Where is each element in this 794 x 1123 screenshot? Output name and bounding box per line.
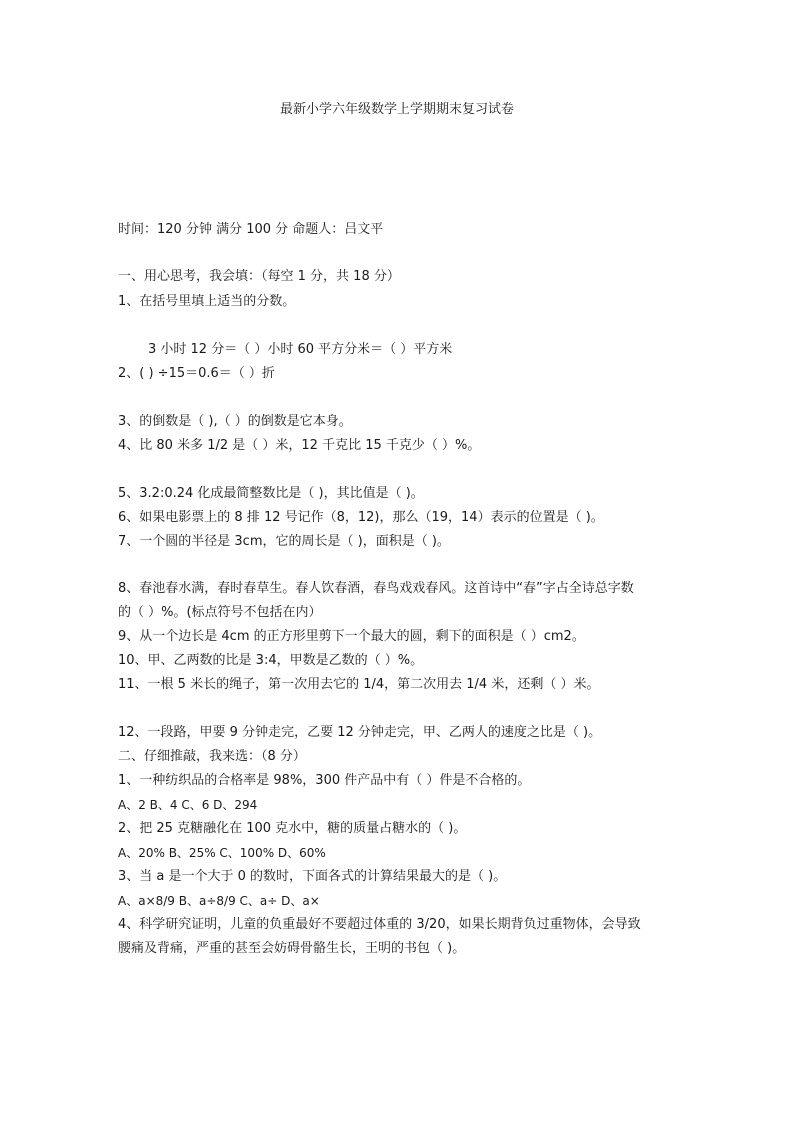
question-1-6: 6、如果电影票上的 8 排 12 号记作（8，12)，那么（19，14）表示的位置是（ )。 bbox=[118, 510, 604, 525]
question-1-1-sub: 3 小时 12 分＝（ ）小时 60 平方分米＝（ ）平方米 bbox=[148, 342, 453, 357]
question-2-4-line-1: 4、科学研究证明，儿童的负重最好不要超过体重的 3/20，如果长期背负过重物体，会导致 bbox=[118, 917, 641, 932]
question-1-3: 3、的倒数是（ ),（ ）的倒数是它本身。 bbox=[118, 414, 352, 429]
question-1-8-line-2: 的（ ）%。(标点符号不包括在内） bbox=[118, 605, 322, 620]
question-2-1-options: A、2 B、4 C、6 D、294 bbox=[118, 798, 258, 812]
question-1-9: 9、从一个边长是 4cm 的正方形里剪下一个最大的圆，剩下的面积是（ ）cm2。 bbox=[118, 629, 585, 644]
question-1-10: 10、甲、乙两数的比是 3:4，甲数是乙数的（ ）%。 bbox=[118, 653, 424, 668]
question-1-4: 4、比 80 米多 1/2 是（ ）米，12 千克比 15 千克少（ ）%。 bbox=[118, 438, 481, 453]
question-1-11: 11、一根 5 米长的绳子，第一次用去它的 1/4，第二次用去 1/4 米，还剩（ ）米。 bbox=[118, 677, 600, 692]
question-1-12: 12、一段路，甲要 9 分钟走完，乙要 12 分钟走完，甲、乙两人的速度之比是（ )。 bbox=[118, 725, 602, 740]
section-2-heading: 二、仔细推敲，我来选：（8 分） bbox=[118, 749, 306, 764]
question-1-7: 7、一个圆的半径是 3cm，它的周长是（ )，面积是（ )。 bbox=[118, 534, 450, 549]
question-2-2: 2、把 25 克糖融化在 100 克水中，糖的质量占糖水的（ )。 bbox=[118, 821, 467, 836]
question-2-4-line-2: 腰痛及背痛，严重的甚至会妨碍骨骼生长，王明的书包（ )。 bbox=[118, 941, 466, 956]
question-1-8-line-1: 8、春池春水满，春时春草生。春人饮春酒，春鸟戏戏春风。这首诗中“春”字占全诗总字数 bbox=[118, 581, 634, 596]
section-1-heading: 一、用心思考，我会填：（每空 1 分，共 18 分） bbox=[118, 269, 400, 284]
question-1-2: 2、( ) ÷15＝0.6＝（ ）折 bbox=[118, 366, 275, 381]
question-2-2-options: A、20% B、25% C、100% D、60% bbox=[118, 846, 326, 860]
question-1-5: 5、3.2:0.24 化成最简整数比是（ )，其比值是（ )。 bbox=[118, 486, 424, 501]
question-2-1: 1、一种纺织品的合格率是 98%，300 件产品中有（ ）件是不合格的。 bbox=[118, 773, 531, 788]
question-1-1: 1、在括号里填上适当的分数。 bbox=[118, 294, 296, 309]
exam-meta: 时间：120 分钟 满分 100 分 命题人：吕文平 bbox=[118, 222, 384, 237]
question-2-3: 3、当 a 是一个大于 0 的数时，下面各式的计算结果最大的是（ )。 bbox=[118, 869, 507, 884]
question-2-3-options: A、a×8/9 B、a÷8/9 C、a÷ D、a× bbox=[118, 894, 320, 908]
page-title: 最新小学六年级数学上学期期末复习试卷 bbox=[279, 102, 514, 117]
